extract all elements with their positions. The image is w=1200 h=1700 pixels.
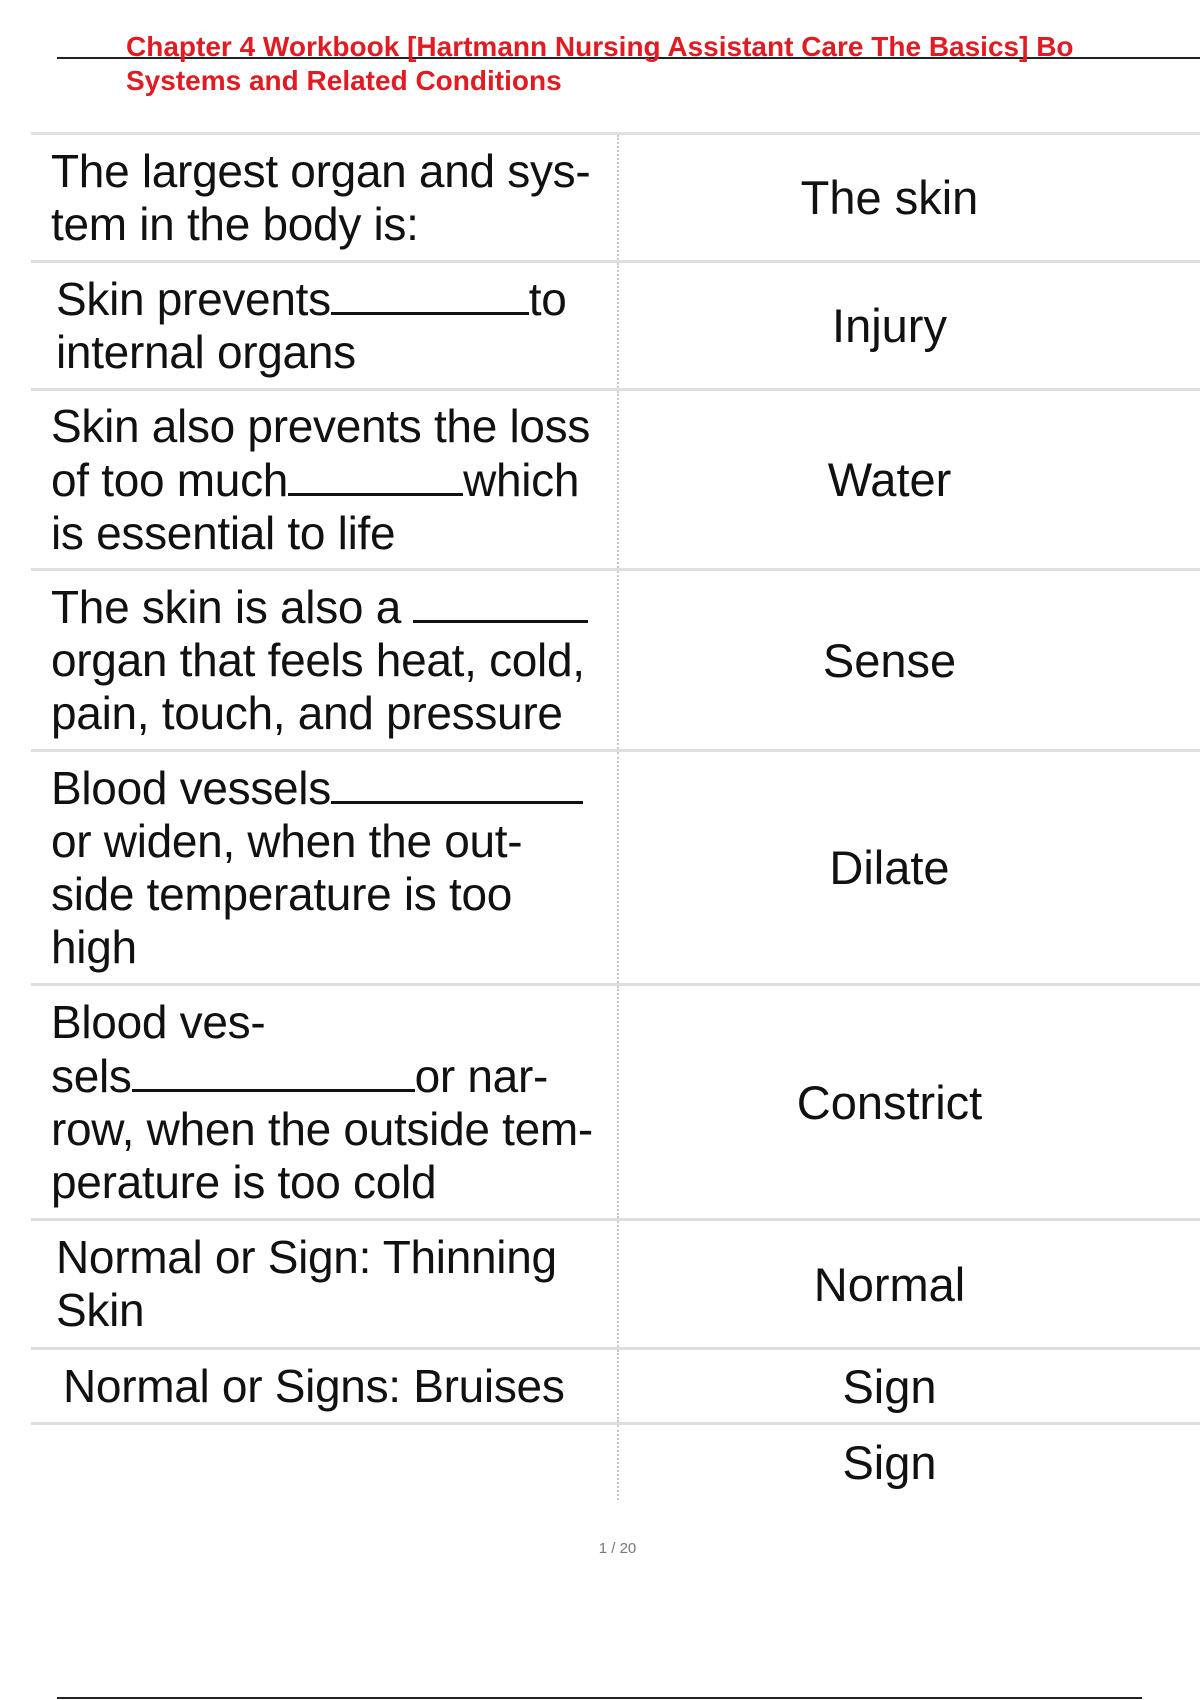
question-line: [56, 272, 609, 326]
question-line: Normal or Sign: Thinning: [56, 1231, 557, 1283]
question-line: pain, touch, and pressure: [51, 687, 563, 739]
document-title: [126, 30, 1200, 98]
table-row: [31, 1350, 1200, 1425]
question-text: Blood vessels: [51, 762, 331, 814]
question-line: high: [51, 921, 137, 973]
question-cell: [31, 571, 619, 749]
answer-cell: Water: [827, 453, 952, 506]
question-cell: [31, 752, 619, 983]
answer-cell: Dilate: [829, 841, 950, 894]
answer-cell: Injury: [832, 299, 947, 352]
question-cell: [31, 1221, 619, 1347]
question-text: which: [463, 453, 580, 506]
question-text: or nar-: [414, 1049, 548, 1102]
question-line: side temperature is too: [51, 868, 513, 920]
page-number: 1 / 20: [598, 1540, 637, 1557]
question-line: Blood ves-: [51, 995, 266, 1048]
question-line: tem in the body is:: [51, 197, 419, 250]
question-line: [51, 761, 609, 815]
answer-blank: [331, 761, 583, 804]
answer-cell: Constrict: [796, 1075, 983, 1129]
flashcard-table: [31, 135, 1200, 1500]
question-line: Skin: [56, 1284, 145, 1336]
question-line: internal organs: [56, 326, 356, 378]
answer-blank: [413, 580, 588, 623]
question-line: [51, 453, 609, 507]
table-row: [31, 752, 1200, 986]
question-cell: [31, 135, 619, 260]
question-line: perature is too cold: [51, 1155, 437, 1208]
question-text: sels: [51, 1049, 132, 1102]
answer-cell: Sign: [842, 1359, 937, 1413]
answer-cell: The skin: [800, 171, 979, 224]
title-line-2: Systems and Related Conditions: [126, 65, 562, 96]
question-cell: [31, 391, 619, 568]
table-row: [31, 391, 1200, 571]
question-cell: [31, 986, 619, 1218]
table-row: [31, 263, 1200, 391]
question-line: [51, 1049, 609, 1103]
question-cell: [31, 1350, 619, 1422]
table-row: [31, 135, 1200, 263]
title-line-1: Chapter 4 Workbook [Hartmann Nursing Assistant Care The Basics] Bo: [126, 31, 1074, 62]
question-line: [51, 580, 609, 634]
question-cell: [31, 263, 619, 388]
question-text: of too much: [51, 453, 289, 506]
footer-rule: [57, 1697, 1142, 1699]
question-line: The largest organ and sys-: [51, 144, 591, 197]
answer-blank: [132, 1049, 415, 1092]
table-row: [31, 1425, 1200, 1500]
answer-cell: Sign: [842, 1436, 937, 1489]
question-cell: [31, 1425, 619, 1500]
question-line: Normal or Signs: Bruises: [63, 1359, 565, 1412]
question-line: is essential to life: [51, 506, 396, 559]
question-text: The skin is also a: [51, 581, 414, 633]
question-line: or widen, when the out-: [51, 815, 523, 867]
question-line: row, when the outside tem-: [51, 1102, 593, 1155]
answer-blank: [331, 272, 529, 315]
question-line: Skin also prevents the loss: [51, 399, 591, 452]
table-row: [31, 1221, 1200, 1350]
answer-blank: [288, 453, 463, 496]
question-text: to: [528, 273, 567, 325]
question-line: organ that feels heat, cold,: [51, 634, 585, 686]
answer-cell: Sense: [822, 633, 957, 687]
answer-cell: Normal: [813, 1257, 966, 1311]
table-row: [31, 986, 1200, 1221]
table-row: [31, 571, 1200, 752]
question-text: Skin prevents: [56, 273, 331, 325]
